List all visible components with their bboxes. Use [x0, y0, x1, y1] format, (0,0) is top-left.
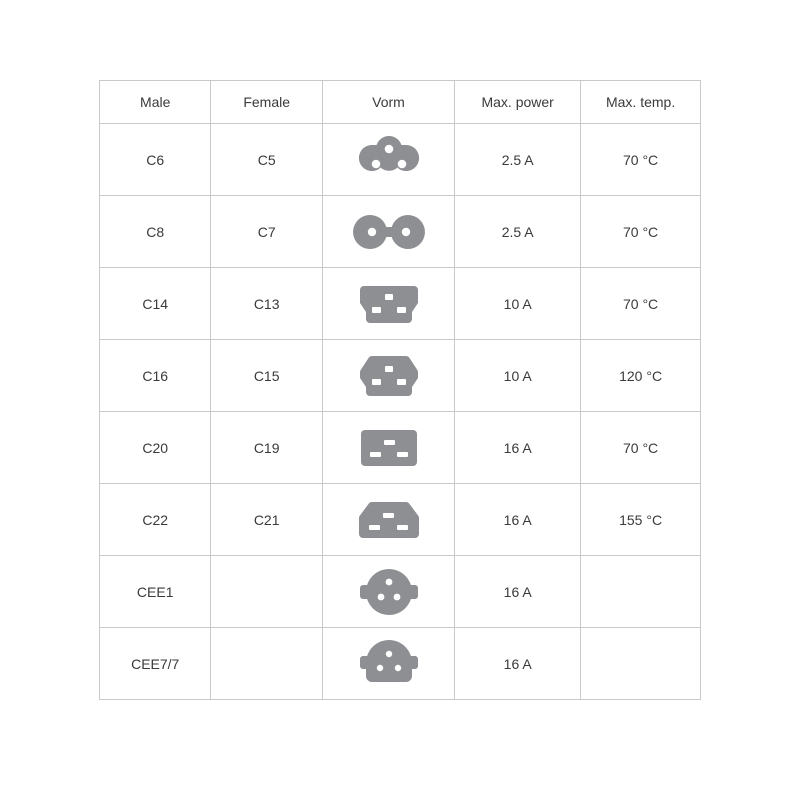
cell-female [211, 628, 322, 700]
column-header-male: Male [100, 81, 211, 124]
cell-shape [322, 124, 454, 196]
cell-shape [322, 340, 454, 412]
cell-max-temp: 70 °C [581, 124, 701, 196]
table-row [100, 340, 701, 412]
table-row [100, 412, 701, 484]
table-row [100, 484, 701, 556]
cell-max-power: 16 A [455, 556, 581, 628]
cell-female: C13 [211, 268, 322, 340]
cell-female [211, 556, 322, 628]
cell-max-temp: 120 °C [581, 340, 701, 412]
cell-max-temp: 70 °C [581, 268, 701, 340]
table-row [100, 124, 701, 196]
cell-shape [322, 628, 454, 700]
c22-c21-iec-icon [323, 484, 454, 555]
cell-max-power: 10 A [455, 340, 581, 412]
cell-female: C19 [211, 412, 322, 484]
column-header-vorm: Vorm [322, 81, 454, 124]
table-header [100, 81, 701, 124]
cee7-7-schuko-plug-icon [323, 628, 454, 699]
cell-max-temp [581, 556, 701, 628]
c16-c15-iec-icon [323, 340, 454, 411]
connector-specification-table [99, 80, 701, 700]
table-row [100, 196, 701, 268]
cell-female: C7 [211, 196, 322, 268]
c8-c7-figure8-icon [323, 196, 454, 267]
cell-male: CEE1 [100, 556, 211, 628]
table-row [100, 628, 701, 700]
table-row [100, 268, 701, 340]
cell-shape [322, 412, 454, 484]
cell-female: C5 [211, 124, 322, 196]
cell-male: C8 [100, 196, 211, 268]
cell-female: C15 [211, 340, 322, 412]
cell-max-temp: 70 °C [581, 412, 701, 484]
cell-shape [322, 484, 454, 556]
cell-max-power: 2.5 A [455, 196, 581, 268]
cell-male: C16 [100, 340, 211, 412]
table-body [100, 124, 701, 700]
cell-max-temp: 155 °C [581, 484, 701, 556]
cell-male: CEE7/7 [100, 628, 211, 700]
cell-shape [322, 196, 454, 268]
table-header-row [100, 81, 701, 124]
cell-max-power: 10 A [455, 268, 581, 340]
cell-shape [322, 268, 454, 340]
cell-female: C21 [211, 484, 322, 556]
cell-max-temp: 70 °C [581, 196, 701, 268]
cell-male: C20 [100, 412, 211, 484]
cell-shape [322, 556, 454, 628]
cee1-round-plug-icon [323, 556, 454, 627]
c14-c13-iec-icon [323, 268, 454, 339]
cell-male: C22 [100, 484, 211, 556]
cell-max-power: 16 A [455, 484, 581, 556]
cell-male: C14 [100, 268, 211, 340]
cell-max-power: 16 A [455, 412, 581, 484]
column-header-max-temp: Max. temp. [581, 81, 701, 124]
cell-male: C6 [100, 124, 211, 196]
cell-max-power: 16 A [455, 628, 581, 700]
c20-c19-iec-icon [323, 412, 454, 483]
cell-max-power: 2.5 A [455, 124, 581, 196]
cell-max-temp [581, 628, 701, 700]
table-row [100, 556, 701, 628]
column-header-female: Female [211, 81, 322, 124]
column-header-max-power: Max. power [455, 81, 581, 124]
c6-c5-cloverleaf-icon [323, 124, 454, 195]
